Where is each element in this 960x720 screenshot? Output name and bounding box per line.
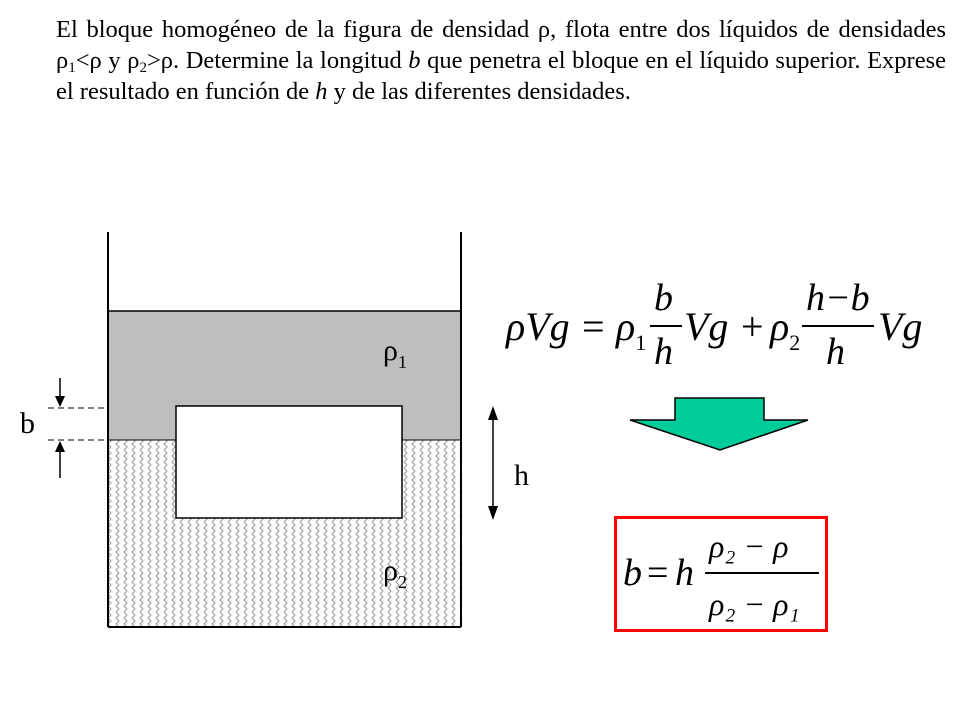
label-rho1: $\rho_1$ bbox=[383, 334, 407, 372]
svg-text:ρ₂ − ρ₁: ρ₂ − ρ₁ bbox=[709, 586, 800, 622]
svg-text:h: h bbox=[654, 331, 673, 373]
label-h: h bbox=[514, 459, 529, 492]
variable-h: h bbox=[315, 78, 328, 105]
problem-text-1: El bloque homogéneo de la figura de densidad ρ, flota entre dos líquidos de densidades ρ bbox=[56, 16, 946, 74]
equation-1 bbox=[504, 268, 944, 378]
label-rho2: $\rho_2$ bbox=[383, 554, 407, 592]
equation-2 bbox=[617, 519, 825, 629]
problem-text-4: que penetra el bloque en el líquido superior. Exprese el resultado en función de bbox=[56, 47, 946, 105]
down-arrow-icon bbox=[630, 398, 808, 450]
svg-text:=: = bbox=[647, 552, 669, 594]
svg-text:ρ₂ − ρ: ρ₂ − ρ bbox=[709, 528, 789, 564]
result-box bbox=[614, 516, 828, 632]
problem-text-2: <ρ y ρ bbox=[75, 47, 140, 74]
svg-text:h: h bbox=[675, 552, 694, 594]
svg-text:b: b bbox=[623, 552, 642, 594]
svg-text:h: h bbox=[826, 331, 845, 373]
svg-text:=: = bbox=[582, 304, 605, 349]
subscript-1: 1 bbox=[68, 60, 76, 76]
svg-text:ρ1: $\rho_1$ bbox=[616, 304, 647, 355]
svg-text:b: b bbox=[654, 277, 673, 319]
variable-b: b bbox=[408, 47, 421, 74]
floating-block bbox=[176, 406, 402, 518]
problem-text-5: y de las diferentes densidades. bbox=[327, 78, 631, 105]
svg-text:Vg: Vg bbox=[684, 304, 729, 349]
svg-text:+: + bbox=[741, 304, 764, 349]
svg-text:h−b: h−b bbox=[806, 277, 870, 319]
svg-text:Vg: Vg bbox=[878, 304, 923, 349]
problem-text-3: >ρ. Determine la longitud bbox=[146, 47, 409, 74]
label-b: b bbox=[20, 407, 35, 440]
svg-text:ρVg: ρVg bbox=[506, 304, 570, 349]
svg-text:ρ2: $\rho_2$ bbox=[770, 304, 801, 355]
subscript-2: 2 bbox=[139, 60, 147, 76]
